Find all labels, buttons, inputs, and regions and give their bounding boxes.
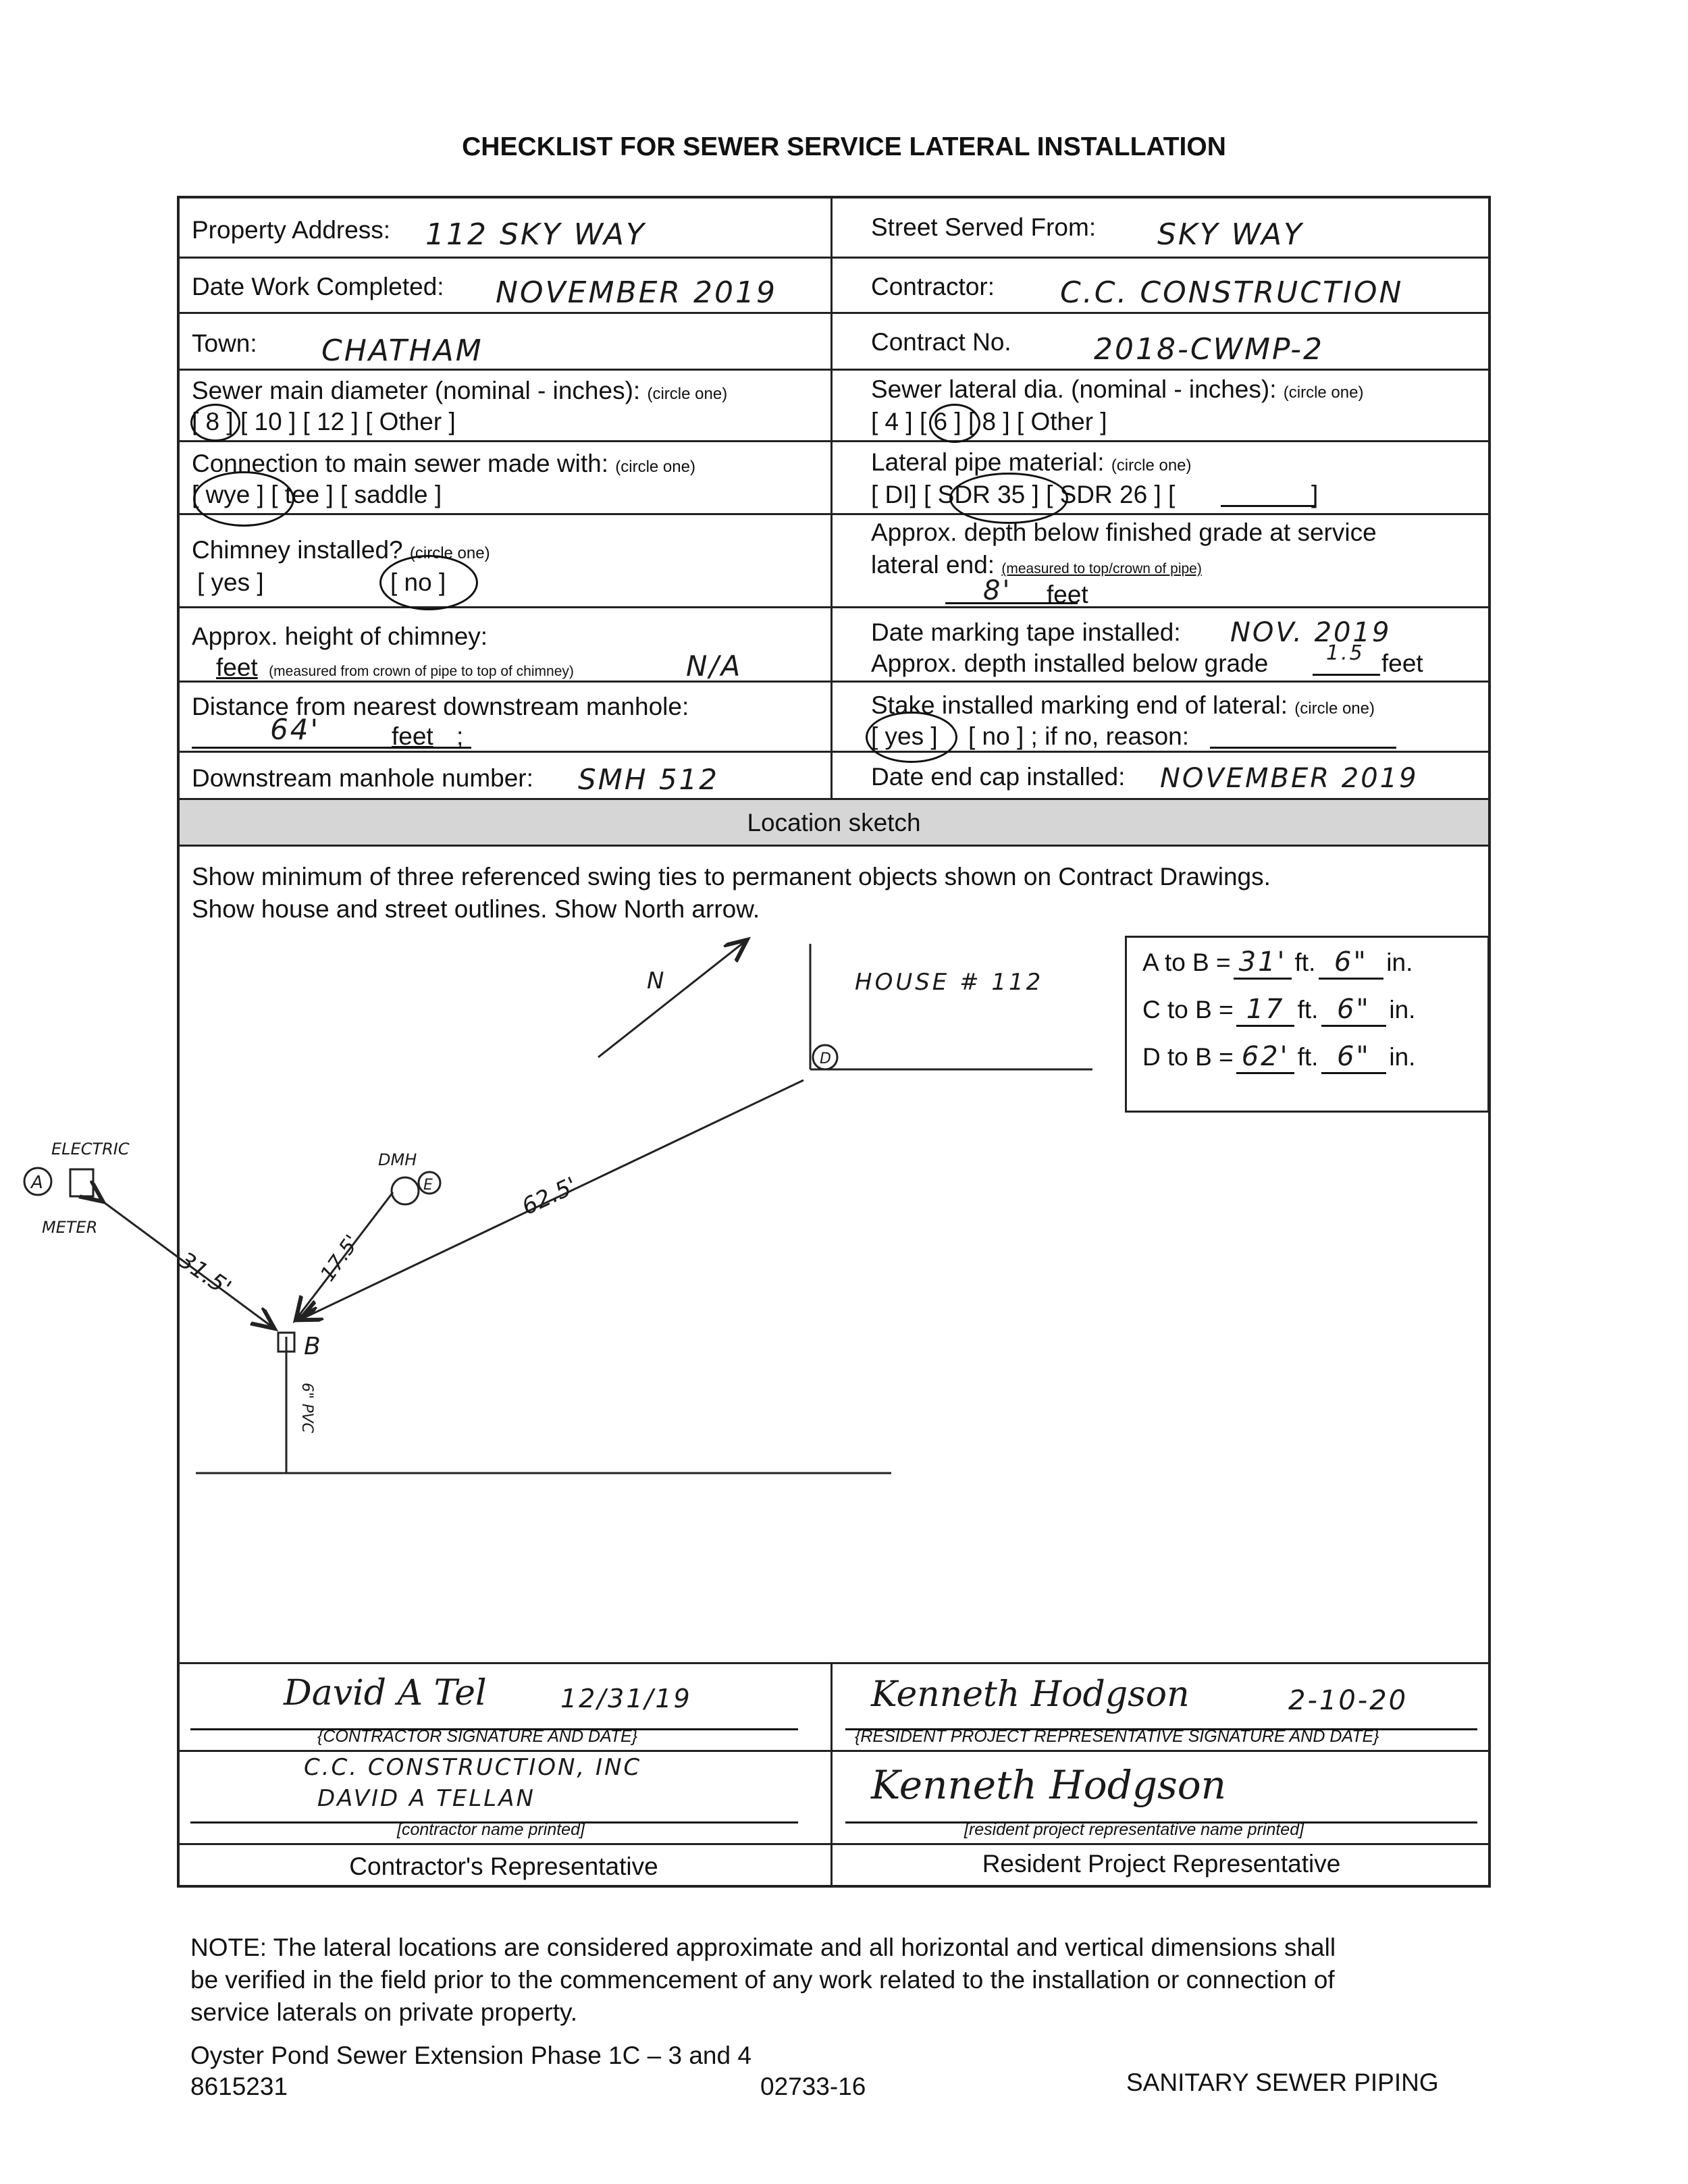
- row-divider: [177, 1843, 1491, 1845]
- point-a-label: A: [31, 1173, 43, 1193]
- chimney-height-value: N/A: [686, 649, 743, 683]
- lateral-diameter-label: Sewer lateral dia. (nominal - inches): (circle one): [871, 375, 1364, 403]
- main-diameter-options: [ 8 ] [ 10 ] [ 12 ] [ Other ]: [192, 408, 456, 435]
- chimney-no: [ no ]: [390, 568, 446, 596]
- lateral-diameter-options: [ 4 ] [ 6 ] [ 8 ] [ Other ]: [871, 408, 1107, 435]
- page-title: CHECKLIST FOR SEWER SERVICE LATERAL INSTALLATION: [462, 132, 1226, 161]
- tie-c-to-b: C to B = 17 ft. 6" in.: [1142, 994, 1415, 1027]
- note-line-1: NOTE: The lateral locations are considered approximate and all horizontal and vertical dimensions shall: [190, 1934, 1336, 1961]
- tape-depth-label: Approx. depth installed below grade: [871, 649, 1269, 677]
- meter-label: METER: [42, 1218, 98, 1237]
- contractor-name-caption: [contractor name printed]: [397, 1820, 585, 1839]
- depth-label-line2: lateral end: (measured to top/crown of pipe): [871, 551, 1202, 579]
- pipe-material-options: [ DI] [ SDR 35 ] [ SDR 26 ] [: [871, 481, 1176, 508]
- section-name: SANITARY SEWER PIPING: [1126, 2069, 1439, 2096]
- pipe-material-bracket: ]: [1311, 481, 1319, 508]
- note-line-3: service laterals on private property.: [190, 1998, 578, 2026]
- north-arrow: [598, 941, 745, 1057]
- end-cap-label: Date end cap installed:: [871, 763, 1126, 791]
- end-cap-value: NOVEMBER 2019: [1160, 763, 1419, 794]
- contractor-signature-date: 12/31/19: [560, 1684, 692, 1713]
- sketch-header: Location sketch: [747, 809, 921, 836]
- resident-signature-date: 2-10-20: [1288, 1685, 1408, 1716]
- contractor-label: Contractor:: [871, 273, 995, 300]
- distance-semicolon: ;: [456, 722, 464, 750]
- depth-value: 8': [983, 575, 1012, 606]
- date-completed-label: Date Work Completed:: [192, 273, 444, 300]
- pipe-label: 6" PVC: [298, 1383, 315, 1433]
- stake-label: Stake installed marking end of lateral: (circle one): [871, 691, 1375, 719]
- stake-no: [ no ] ; if no, reason:: [968, 722, 1190, 750]
- dmh-marker: [392, 1177, 419, 1204]
- town-value: CHATHAM: [321, 334, 483, 368]
- contractor-signature: David A Tel: [284, 1673, 487, 1713]
- contract-no-value: 2018-CWMP-2: [1094, 332, 1325, 367]
- point-e-label: E: [423, 1177, 433, 1194]
- manhole-label: Downstream manhole number:: [192, 764, 533, 792]
- row-divider: [177, 1662, 1491, 1664]
- distance-unit: feet: [392, 722, 433, 750]
- date-completed-value: NOVEMBER 2019: [496, 275, 777, 310]
- property-address-value: 112 SKY WAY: [425, 217, 646, 252]
- sketch-instructions-1: Show minimum of three referenced swing ties to permanent objects shown on Contract Drawings.: [192, 863, 1271, 890]
- distance-c-b-label: 17.5': [315, 1231, 365, 1286]
- chimney-height-label: Approx. height of chimney:: [192, 622, 488, 650]
- chimney-yes: [ yes ]: [197, 568, 264, 596]
- chimney-height-line: feet (measured from crown of pipe to top of chimney): [216, 654, 574, 681]
- distance-label: Distance from nearest downstream manhole:: [192, 693, 689, 720]
- connection-label: Connection to main sewer made with: (circle one): [192, 450, 695, 477]
- point-b-label: B: [304, 1333, 321, 1360]
- house-label: HOUSE # 112: [855, 969, 1044, 996]
- contract-no-label: Contract No.: [871, 328, 1011, 356]
- tape-date: NOV. 2019: [1230, 617, 1392, 648]
- project-name: Oyster Pond Sewer Extension Phase 1C – 3 and 4: [190, 2042, 751, 2069]
- contractor-name-line1: C.C. CONSTRUCTION, INC: [304, 1754, 642, 1781]
- sketch-instructions-2: Show house and street outlines. Show North arrow.: [192, 895, 760, 923]
- point-d-label: D: [820, 1050, 831, 1067]
- depth-label: Approx. depth below finished grade at service: [871, 518, 1377, 546]
- tie-d-to-b: D to B = 62' ft. 6" in.: [1142, 1041, 1415, 1074]
- distance-value: 64': [270, 713, 320, 746]
- depth-unit: feet: [1047, 581, 1088, 608]
- contractor-value: C.C. CONSTRUCTION: [1060, 275, 1404, 310]
- resident-name-caption: [resident project representative name printed]: [964, 1820, 1304, 1839]
- resident-signature-caption: {RESIDENT PROJECT REPRESENTATIVE SIGNATURE AND DATE}: [855, 1727, 1379, 1746]
- distance-d-b-label: 62.5': [517, 1171, 581, 1221]
- tape-label: Date marking tape installed:: [871, 618, 1181, 646]
- electric-label: ELECTRIC: [51, 1140, 130, 1158]
- resident-rep-label: Resident Project Representative: [982, 1850, 1341, 1877]
- row-divider: [177, 1750, 1491, 1752]
- street-served-value: SKY WAY: [1157, 217, 1304, 252]
- stake-yes: [ yes ]: [871, 722, 938, 750]
- tape-depth-unit: feet: [1381, 649, 1423, 677]
- street-served-label: Street Served From:: [871, 213, 1097, 241]
- connection-options: [ wye ] [ tee ] [ saddle ]: [192, 481, 442, 508]
- tie-a-to-b: A to B = 31' ft. 6" in.: [1142, 947, 1413, 980]
- resident-name-printed: Kenneth Hodgson: [871, 1762, 1227, 1808]
- pipe-material-label: Lateral pipe material: (circle one): [871, 448, 1192, 476]
- contractor-name-line2: DAVID A TELLAN: [317, 1785, 535, 1812]
- property-address-label: Property Address:: [192, 216, 391, 244]
- project-number: 8615231: [190, 2073, 288, 2100]
- manhole-value: SMH 512: [578, 763, 719, 796]
- contractor-rep-label: Contractor's Representative: [349, 1853, 658, 1880]
- dmh-label: DMH: [378, 1150, 417, 1169]
- electric-meter-box: [70, 1169, 93, 1196]
- town-label: Town:: [192, 329, 257, 357]
- resident-signature: Kenneth Hodgson: [871, 1674, 1190, 1715]
- distance-a-b-label: 31.5': [173, 1246, 236, 1302]
- note-line-2: be verified in the field prior to the commencement of any work related to the installation or connection of: [190, 1966, 1335, 1994]
- contractor-signature-caption: {CONTRACTOR SIGNATURE AND DATE}: [317, 1727, 638, 1746]
- chimney-label: Chimney installed? (circle one): [192, 536, 490, 564]
- spec-number: 02733-16: [760, 2073, 866, 2100]
- main-diameter-label: Sewer main diameter (nominal - inches): (circle one): [192, 377, 728, 404]
- north-label: N: [647, 967, 664, 994]
- tape-depth-value: 1.5: [1326, 641, 1365, 665]
